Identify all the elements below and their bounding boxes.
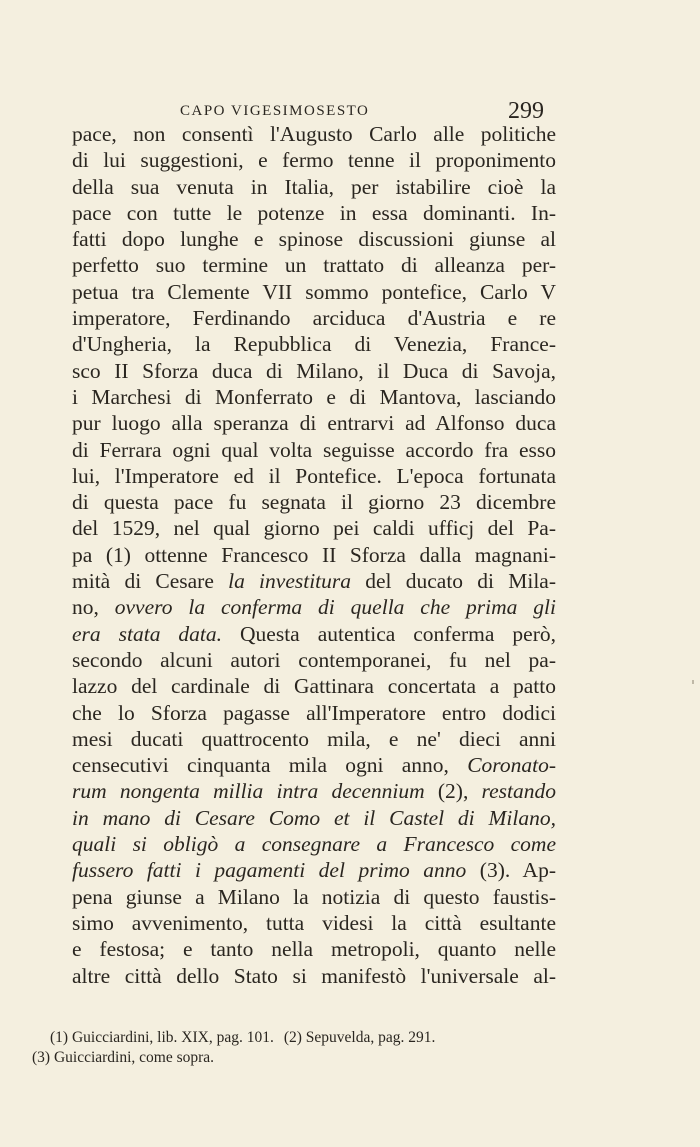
text-line: secondo alcuni autori contemporanei, fu nel pa- [72,647,556,672]
text-line: sco II Sforza duca di Milano, il Duca di Savoja, [72,358,556,383]
text-line [72,621,556,647]
italic-run: la investitura [228,569,352,594]
text-line: d'Ungheria, la Repubblica di Venezia, France- [72,332,556,357]
text-line: pur luogo alla speranza di entrarvi ad Alfonso duca [72,411,556,436]
text-line [72,831,556,857]
text-line: simo avvenimento, tutta videsi la città esultante [72,910,556,935]
text-line: di lui suggestioni, e fermo tenne il proponimento [72,148,556,173]
italic-run: in mano di Cesare Como et il Castel di Milano, [72,805,556,830]
italic-run: rum nongenta millia intra decennium [72,779,425,804]
text-line [72,568,556,594]
text-line [72,805,556,831]
italic-run: fussero fatti i pagamenti del primo anno [72,858,467,883]
italic-run: era stata data. [72,621,223,646]
text-line: lazzo del cardinale di Gattinara concertata a patto [72,674,556,699]
text-line: altre città dello Stato si manifestò l'universale al- [72,963,556,988]
text-line: pena giunse a Milano la notizia di questo faustis- [72,884,556,909]
text-line [72,594,556,620]
text-run: mità di Cesare [72,569,229,594]
text-line: imperatore, Ferdinando arciduca d'Austria e re [72,306,556,331]
italic-run: come [510,832,556,857]
footnote-3: (3) Guicciardini, come sopra. [32,1049,215,1066]
text-line: petua tra Clemente VII sommo pontefice, Carlo V [72,279,556,304]
footnote-1: (1) Guicciardini, lib. XIX, pag. 101. [50,1029,274,1046]
text-run: (3). Ap- [466,858,556,883]
text-line: i Marchesi di Monferrato e di Mantova, lasciando [72,384,556,409]
text-line: di Ferrara ogni qual volta seguisse accordo fra esso [72,437,556,462]
footnote-line [32,1048,562,1068]
footnote-line [32,1028,562,1048]
text-run: censecutivi cinquanta mila ogni anno, [72,753,468,778]
text-line [72,857,556,883]
text-line: che lo Sforza pagasse all'Imperatore entro dodici [72,700,556,725]
footnote-2: (2) Sepuvelda, pag. 291. [283,1029,436,1046]
chapter-running-title: CAPO VIGESIMOSESTO [180,103,370,119]
italic-run: Coronato- [467,753,556,778]
text-line: lui, l'Imperatore ed il Pontefice. L'epoca fortunata [72,463,556,488]
text-run [494,832,510,856]
text-run: no, [72,595,115,620]
footnotes [32,1028,562,1068]
text-line: pace, non consentì l'Augusto Carlo alle politiche [72,122,556,146]
text-line: pa (1) ottenne Francesco II Sforza dalla magnani- [72,542,556,567]
text-run: del ducato di Mila- [351,569,556,594]
text-line: perfetto suo termine un trattato di alleanza per- [72,253,556,278]
italic-run: ovvero la conferma di quella che prima gli [114,595,556,620]
italic-run: quali si obligò a consegnare a Francesco [72,832,495,857]
text-line: mesi ducati quattrocento mila, e ne' dieci anni [72,726,556,751]
page-number: 299 [508,98,544,124]
body-text [72,121,556,989]
text-line: del 1529, nel qual giorno pei caldi ufficj del Pa- [72,516,556,541]
text-line [72,752,556,778]
paper-speck [692,680,694,684]
text-line: e festosa; e tanto nella metropoli, quanto nelle [72,937,556,962]
text-run: (2), [424,779,482,804]
text-line: di questa pace fu segnata il giorno 23 dicembre [72,490,556,515]
text-line: fatti dopo lunghe e spinose discussioni giunse al [72,227,556,252]
italic-run: restando [481,779,556,804]
text-line: pace con tutte le potenze in essa dominanti. In- [72,200,556,225]
text-line: della sua venuta in Italia, per istabilire cioè la [72,174,556,199]
text-line [72,778,556,804]
text-run: Questa autentica conferma però, [222,621,556,646]
